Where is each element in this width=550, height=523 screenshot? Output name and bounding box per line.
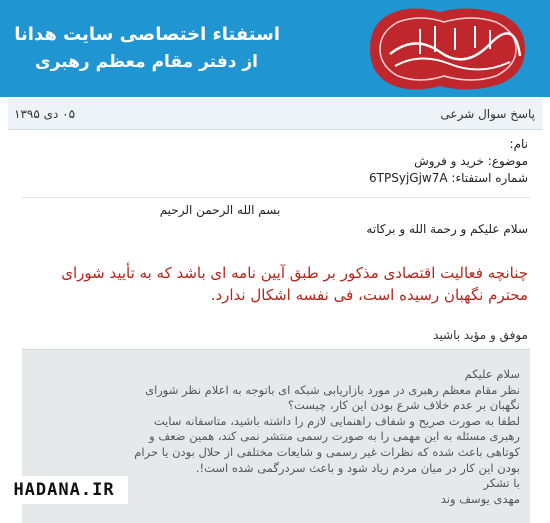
bismillah: بسم الله الرحمن الرحیم	[159, 203, 281, 217]
question-line: سلام علیکم	[464, 367, 520, 381]
question-line: کوتاهی باعث شده که نظرات غیر رسمی و شایعات مختلفی از حلال بودن یا حرام	[134, 444, 520, 459]
divider	[22, 197, 530, 198]
question-line: نگهبان بر عدم خلاف شرع بودن این کار، چیست؟	[287, 398, 520, 413]
name-field: نام:	[509, 137, 528, 151]
question-line: لطفا به صورت صریح و شفاف راهنمایی لازم را داشته باشید، متاسفانه سایت	[153, 413, 520, 428]
question-meta	[18, 136, 528, 187]
header-title: استفتاء اختصاصی سایت هدانا	[14, 24, 280, 45]
header-banner	[0, 0, 550, 97]
answer-greeting: سلام علیکم و رحمة الله و برکاته	[366, 222, 528, 236]
question-signature: مهدی یوسف وند	[440, 491, 520, 506]
header-subtitle: از دفتر مقام معظم رهبری	[35, 52, 258, 72]
question-line: با تشکر	[483, 476, 520, 491]
inquiry-number: شماره استفتاء: 6TPSyjGjw7A	[369, 171, 528, 185]
answer-closing: موفق و مؤید باشید	[433, 328, 528, 342]
question-line: بودن این کار در میان مردم زیاد شود و باعث سردرگمی شده است!.	[195, 460, 520, 475]
answer-text: چنانچه فعالیت اقتصادی مذکور بر طبق آیین نامه ای باشد که به تأیید شورای محترم نگهبان رسیده است، فی نفسه اشکال ندارد.	[61, 264, 528, 304]
site-watermark: HADANA.IR	[0, 476, 128, 504]
answer-date: ۰۵ دی ۱۳۹۵	[14, 107, 76, 121]
answer-info-bar	[8, 99, 543, 130]
question-line: نظر مقام معظم رهبری در مورد بازاریابی شبکه ای باتوجه به اعلام نظر شورای	[145, 382, 520, 397]
answer-label: پاسخ سوال شرعی	[440, 107, 535, 121]
leader-calligraphy-emblem	[360, 4, 535, 94]
subject-field: موضوع: خرید و فروش	[414, 154, 528, 168]
question-line: رهبری مسئله به این مهمی را به صورت رسمی منتشر نمی کند، همین ضعف و	[149, 429, 520, 444]
